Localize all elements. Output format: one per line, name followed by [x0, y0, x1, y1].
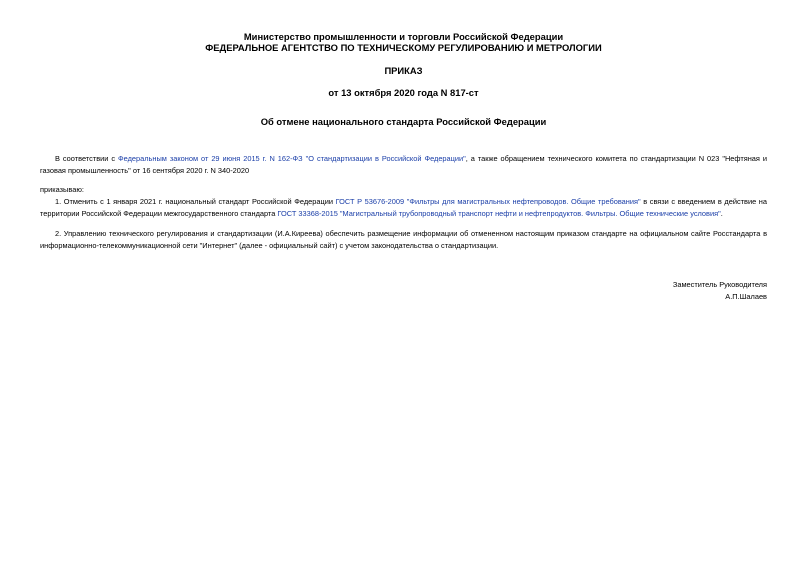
item-1-text-2: в связи с введением в действие на территории Российской Федерации межгосударственного стандарта	[40, 197, 767, 218]
preamble-text-2: , а также обращением технического комитета по стандартизации N 023 "Нефтяная и газовая промышленность" от 16 сентября 2020 г. N 340-2020	[40, 154, 768, 175]
document-subject: Об отмене национального стандарта Российской Федерации	[260, 116, 547, 127]
item-1-text-1: 1. Отменить с 1 января 2021 г. национальный стандарт Российской Федерации	[55, 197, 336, 206]
order-word: приказываю:	[40, 185, 84, 194]
gost-33368-link[interactable]: ГОСТ 33368-2015 "Магистральный трубопроводный транспорт нефти и нефтепродуктов. Фильтры. Общие технические условия"	[277, 208, 721, 218]
agency-name: ФЕДЕРАЛЬНОЕ АГЕНТСТВО ПО ТЕХНИЧЕСКОМУ РЕГУЛИРОВАНИЮ И МЕТРОЛОГИИ	[205, 42, 602, 53]
gost-r-53676-link[interactable]: ГОСТ Р 53676-2009 "Фильтры для магистральных нефтепроводов. Общие требования"	[335, 197, 641, 206]
signatory-position: Заместитель Руководителя	[672, 280, 767, 289]
preamble-text-1: В соответствии с	[55, 154, 119, 163]
signatory-name: А.П.Шалаев	[725, 292, 767, 301]
preamble-paragraph	[40, 153, 767, 176]
order-item-2: 2. Управлению технического регулирования и стандартизации (И.А.Киреева) обеспечить размещение информации об отмененном настоящим приказом стандарте на официальном сайте Росстандарта в информационно-телекоммуникационной сети "Интернет" (далее - официальный сайт) с учетом законодательства о стандартизации.	[40, 229, 767, 250]
document-type: ПРИКАЗ	[384, 65, 423, 76]
ministry-name: Министерство промышленности и торговли Российской Федерации	[243, 31, 564, 42]
document-date: от 13 октября 2020 года N 817-ст	[328, 87, 479, 98]
item-1-text-3: .	[720, 208, 723, 218]
federal-law-link[interactable]: Федеральным законом от 29 июня 2015 г. N 162-ФЗ "О стандартизации в Российской Федерации"	[118, 154, 466, 163]
order-item-1	[40, 196, 767, 219]
